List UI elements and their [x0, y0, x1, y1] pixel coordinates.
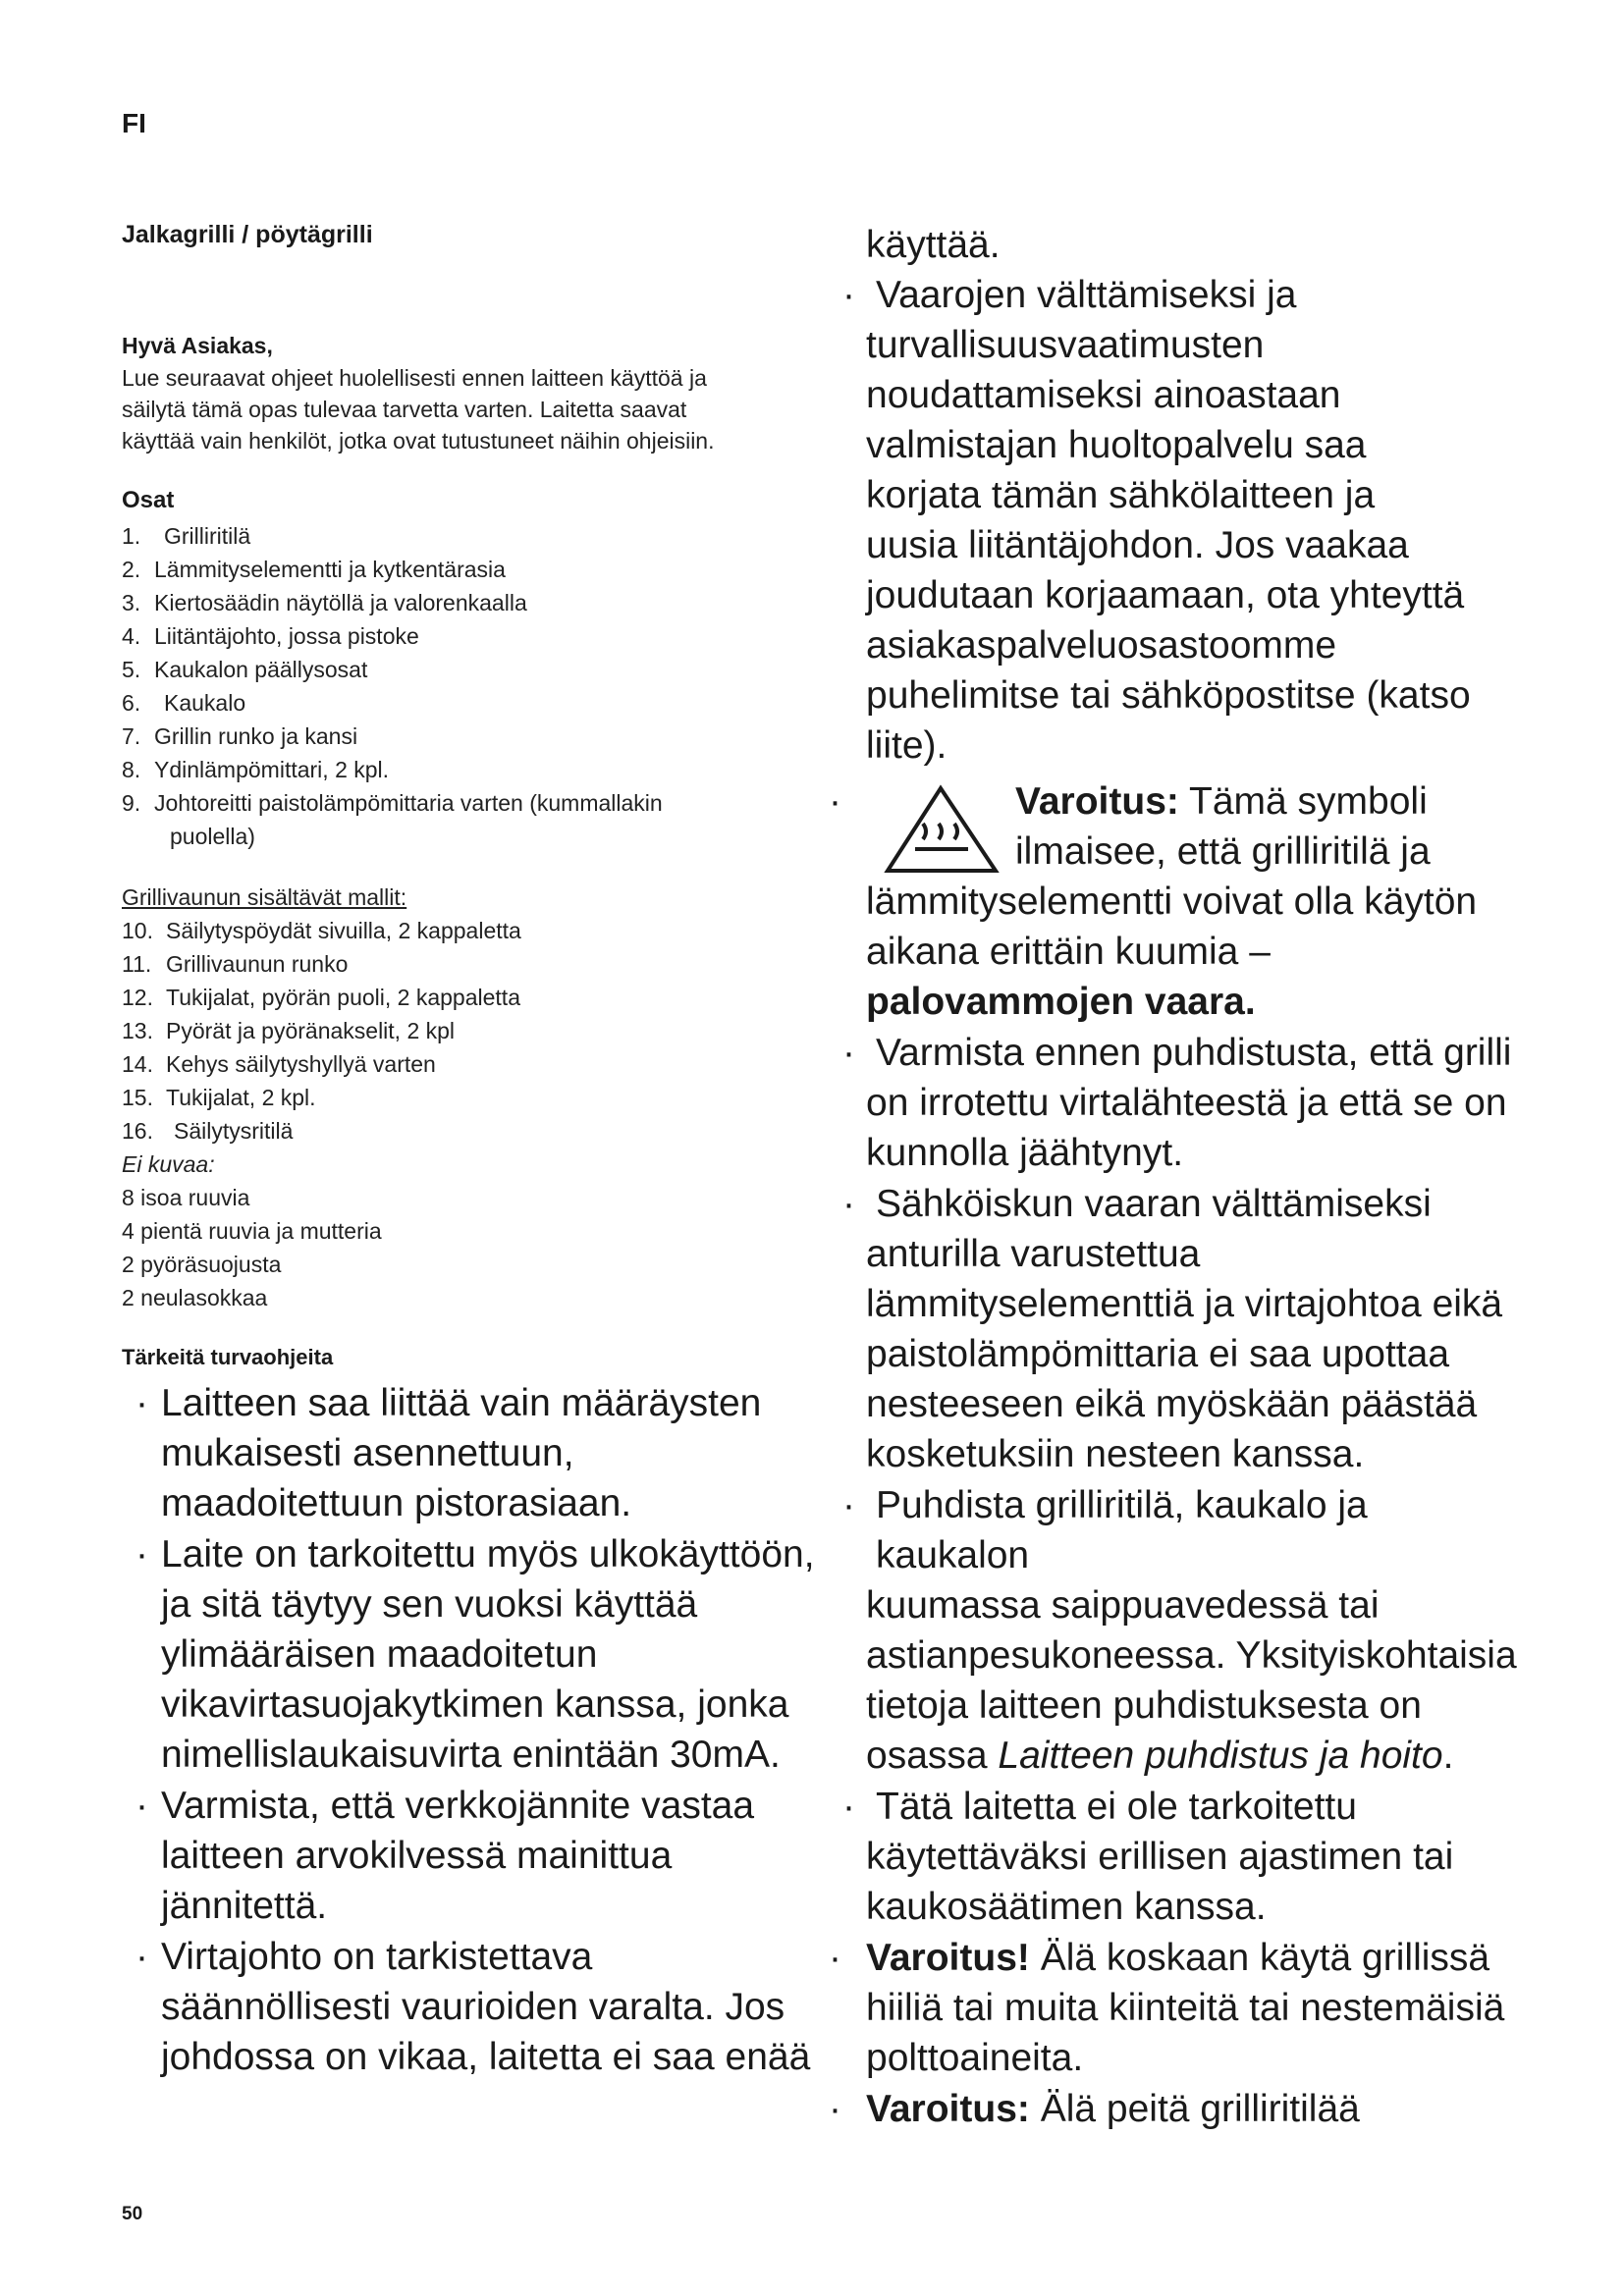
item-number: 15. — [122, 1085, 153, 1110]
bullet-icon: · — [135, 1382, 148, 1424]
text-line: paistolämpömittaria ei saa upottaa — [866, 1333, 1450, 1375]
list-item — [122, 914, 829, 947]
models-list — [122, 914, 829, 1148]
bullet-icon: · — [829, 780, 841, 823]
text-line: ylimääräisen maadoitetun — [161, 1633, 598, 1676]
bullet-icon: · — [842, 1786, 855, 1828]
safety-item-warning-fuel — [829, 1933, 1530, 2083]
item-text: Lämmityselementti ja kytkentärasia — [154, 557, 506, 582]
text-line: korjata tämän sähkölaitteen ja — [866, 474, 1376, 516]
warning-emphasis: palovammojen vaara. — [866, 981, 1256, 1023]
list-item — [122, 947, 829, 981]
warning-text: Älä peitä grilliritilää — [1029, 2088, 1360, 2130]
safety-item — [122, 1781, 829, 1931]
item-number: 13. — [122, 1018, 153, 1043]
item-text: Grillin runko ja kansi — [154, 723, 358, 749]
bullet-icon: · — [842, 274, 855, 316]
safety-item — [842, 1480, 1530, 1781]
intro-paragraph — [122, 362, 829, 456]
text-line: kaukosäätimen kanssa. — [866, 1886, 1267, 1928]
safety-item — [842, 270, 1530, 771]
text-line: aikana erittäin kuumia – — [866, 931, 1271, 973]
page-number: 50 — [122, 2204, 143, 2224]
text-line: ja sitä täytyy sen vuoksi käyttää — [161, 1583, 698, 1626]
safety-item — [122, 1529, 829, 1780]
text-line: turvallisuusvaatimusten — [866, 324, 1265, 366]
item-number: 7. — [122, 723, 141, 749]
bullet-icon: · — [135, 1785, 148, 1827]
text-line: puhelimitse tai sähköpostitse (katso — [866, 674, 1471, 717]
text-line: kuumassa saippuavedessä tai — [866, 1584, 1380, 1627]
item-number: 5. — [122, 657, 141, 682]
text-line: Virtajohto on tarkistettava — [161, 1936, 593, 1978]
text-line: polttoaineita. — [866, 2037, 1084, 2079]
list-item — [122, 553, 829, 586]
safety-heading: Tärkeitä turvaohjeita — [122, 1345, 334, 1369]
list-item — [122, 1047, 829, 1081]
right-column — [829, 220, 1530, 2134]
item-text: Säilytysritilä — [174, 1118, 294, 1144]
text-line: Laitteen saa liittää vain määräysten — [161, 1382, 762, 1424]
text-line: Puhdista grilliritilä, kaukalo ja kaukalon — [876, 1484, 1368, 1576]
bullet-icon: · — [842, 1484, 855, 1526]
text-line: anturilla varustettua — [866, 1233, 1201, 1275]
text-line: Sähköiskun vaaran välttämiseksi — [876, 1183, 1432, 1225]
bullet-icon: · — [135, 1533, 148, 1575]
list-item — [122, 519, 829, 553]
item-number: 14. — [122, 1051, 153, 1077]
item-text: Kehys säilytyshyllyä varten — [166, 1051, 436, 1077]
parts-heading: Osat — [122, 487, 175, 513]
warning-text: Tämä symboli — [1189, 780, 1428, 823]
text-line: astianpesukoneessa. Yksityiskohtaisia — [866, 1634, 1517, 1677]
item-number: 10. — [122, 918, 153, 943]
item-text: Liitäntäjohto, jossa pistoke — [154, 623, 419, 649]
item-number: 16. — [122, 1118, 153, 1144]
text-line: johdossa on vikaa, laitetta ei saa enää — [161, 2036, 811, 2078]
text-line — [866, 1933, 1530, 1983]
item-number: 3. — [122, 590, 141, 615]
item-text — [154, 786, 829, 853]
text-line: uusia liitäntäjohdon. Jos vaakaa — [866, 524, 1409, 566]
item-number: 12. — [122, 985, 153, 1010]
item-number: 9. — [122, 790, 141, 816]
bullet-icon: · — [135, 1936, 148, 1978]
safety-item — [122, 1932, 829, 2082]
text-line — [866, 2084, 1530, 2134]
item-text: Grilliritilä — [164, 523, 251, 549]
list-item — [122, 786, 829, 853]
text-line: lämmityselementti voivat olla käytön — [866, 881, 1478, 923]
text-line: noudattamiseksi ainoastaan — [866, 374, 1341, 416]
safety-item-warning-cover — [829, 2084, 1530, 2134]
text-line: maadoitettuun pistorasiaan. — [161, 1482, 632, 1524]
continued-text: käyttää. — [866, 224, 1001, 266]
list-item — [122, 753, 829, 786]
text-line: tietoja laitteen puhdistuksesta on — [866, 1684, 1422, 1727]
text-line: nimellislaukaisuvirta enintään 30mA. — [161, 1734, 781, 1776]
list-item — [122, 981, 829, 1014]
text-line: hiiliä tai muita kiinteitä tai nestemäisiä — [866, 1987, 1505, 2029]
item-text: Kiertosäädin näytöllä ja valorenkaalla — [154, 590, 527, 615]
text-line: valmistajan huoltopalvelu saa — [866, 424, 1367, 466]
bullet-icon: · — [842, 1183, 855, 1225]
safety-list-left — [122, 1378, 829, 2082]
warning-label: Varoitus! — [866, 1937, 1030, 1979]
text-line: käytettäväksi erillisen ajastimen tai — [866, 1836, 1454, 1878]
warning-line: ilmaisee, että grilliritilä ja — [1015, 830, 1431, 873]
greeting: Hyvä Asiakas, — [122, 333, 273, 358]
text-line: jännitettä. — [161, 1885, 328, 1927]
item-text: Tukijalat, pyörän puoli, 2 kappaletta — [166, 985, 520, 1010]
loose-part: 4 pientä ruuvia ja mutteria — [122, 1218, 382, 1244]
parts-list — [122, 519, 829, 853]
list-item — [122, 653, 829, 686]
safety-item — [122, 1378, 829, 1528]
loose-part: 2 neulasokkaa — [122, 1285, 268, 1310]
text-line: Tätä laitetta ei ole tarkoitettu — [876, 1786, 1357, 1828]
intro-line: säilytä tämä opas tulevaa tarvetta varten. Laitetta saavat — [122, 397, 687, 422]
language-code: FI — [122, 108, 146, 138]
text-line: vikavirtasuojakytkimen kanssa, jonka — [161, 1683, 789, 1726]
text-line: kunnolla jäähtynyt. — [866, 1132, 1184, 1174]
item-number: 8. — [122, 757, 141, 782]
safety-item — [842, 1179, 1530, 1479]
intro-line: Lue seuraavat ohjeet huolellisesti ennen laitteen käyttöä ja — [122, 365, 707, 391]
item-text: Säilytyspöydät sivuilla, 2 kappaletta — [166, 918, 521, 943]
list-item — [122, 1114, 829, 1148]
text-line: Vaarojen välttämiseksi ja — [876, 274, 1297, 316]
left-column — [122, 221, 829, 2082]
item-text: Pyörät ja pyöränakselit, 2 kpl — [166, 1018, 456, 1043]
text-suffix: . — [1442, 1735, 1454, 1777]
text-line — [866, 977, 1530, 1027]
hot-surface-warning-icon — [884, 784, 1000, 875]
text-line: kosketuksiin nesteen kanssa. — [866, 1433, 1365, 1475]
not-shown-label: Ei kuvaa: — [122, 1151, 215, 1177]
warning-label: Varoitus: — [866, 2088, 1030, 2130]
list-item — [122, 1081, 829, 1114]
list-item — [122, 686, 829, 720]
safety-item — [842, 1028, 1530, 1178]
text-line: lämmityselementtiä ja virtajohtoa eikä — [866, 1283, 1503, 1325]
text-line: nesteeseen eikä myöskään päästää — [866, 1383, 1478, 1425]
text-line: laitteen arvokilvessä mainittua — [161, 1835, 673, 1877]
item-text: Tukijalat, 2 kpl. — [166, 1085, 316, 1110]
item-text-line: Johtoreitti paistolämpömittaria varten (kummallakin — [154, 790, 663, 816]
list-item — [122, 720, 829, 753]
section-reference: Laitteen puhdistus ja hoito — [998, 1735, 1443, 1777]
list-item — [122, 586, 829, 619]
models-heading: Grillivaunun sisältävät mallit: — [122, 884, 407, 910]
text-line: on irrotettu virtalähteestä ja että se on — [866, 1082, 1507, 1124]
text-line: Varmista ennen puhdistusta, että grilli — [876, 1032, 1512, 1074]
item-text: Ydinlämpömittari, 2 kpl. — [154, 757, 390, 782]
item-number: 2. — [122, 557, 141, 582]
bullet-icon: · — [829, 2088, 841, 2130]
text-line: mukaisesti asennettuun, — [161, 1432, 574, 1474]
text-line: asiakaspalveluosastoomme — [866, 624, 1337, 667]
safety-item — [842, 1782, 1530, 1932]
safety-item-hot-surface — [829, 776, 1530, 1027]
warning-label: Varoitus: — [1015, 780, 1179, 823]
text-line: Laite on tarkoitettu myös ulkokäyttöön, — [161, 1533, 815, 1575]
warning-text: Älä koskaan käytä grillissä — [1029, 1937, 1490, 1979]
item-text: Grillivaunun runko — [166, 951, 349, 977]
text-line: Varmista, että verkkojännite vastaa — [161, 1785, 755, 1827]
list-item — [122, 1014, 829, 1047]
item-number: 11. — [122, 951, 152, 977]
text-line — [866, 1731, 1530, 1781]
list-item — [122, 619, 829, 653]
item-number: 4. — [122, 623, 141, 649]
text-line: liite). — [866, 724, 947, 767]
item-number: 6. — [122, 690, 141, 716]
item-text-line: puolella) — [170, 824, 255, 849]
loose-part: 8 isoa ruuvia — [122, 1185, 250, 1210]
bullet-icon: · — [842, 1032, 855, 1074]
item-text: Kaukalon päällysosat — [154, 657, 368, 682]
item-text: Kaukalo — [164, 690, 246, 716]
text-line: joudutaan korjaamaan, ota yhteyttä — [866, 574, 1465, 616]
loose-part: 2 pyöräsuojusta — [122, 1252, 282, 1277]
document-title: Jalkagrilli / pöytägrilli — [122, 221, 373, 248]
item-number: 1. — [122, 523, 141, 549]
safety-list-right — [829, 270, 1530, 2134]
bullet-icon: · — [829, 1937, 841, 1979]
text-prefix: osassa — [866, 1735, 999, 1777]
text-line: säännöllisesti vaurioiden varalta. Jos — [161, 1986, 785, 2028]
intro-line: käyttää vain henkilöt, jotka ovat tutustuneet näihin ohjeisiin. — [122, 428, 715, 454]
